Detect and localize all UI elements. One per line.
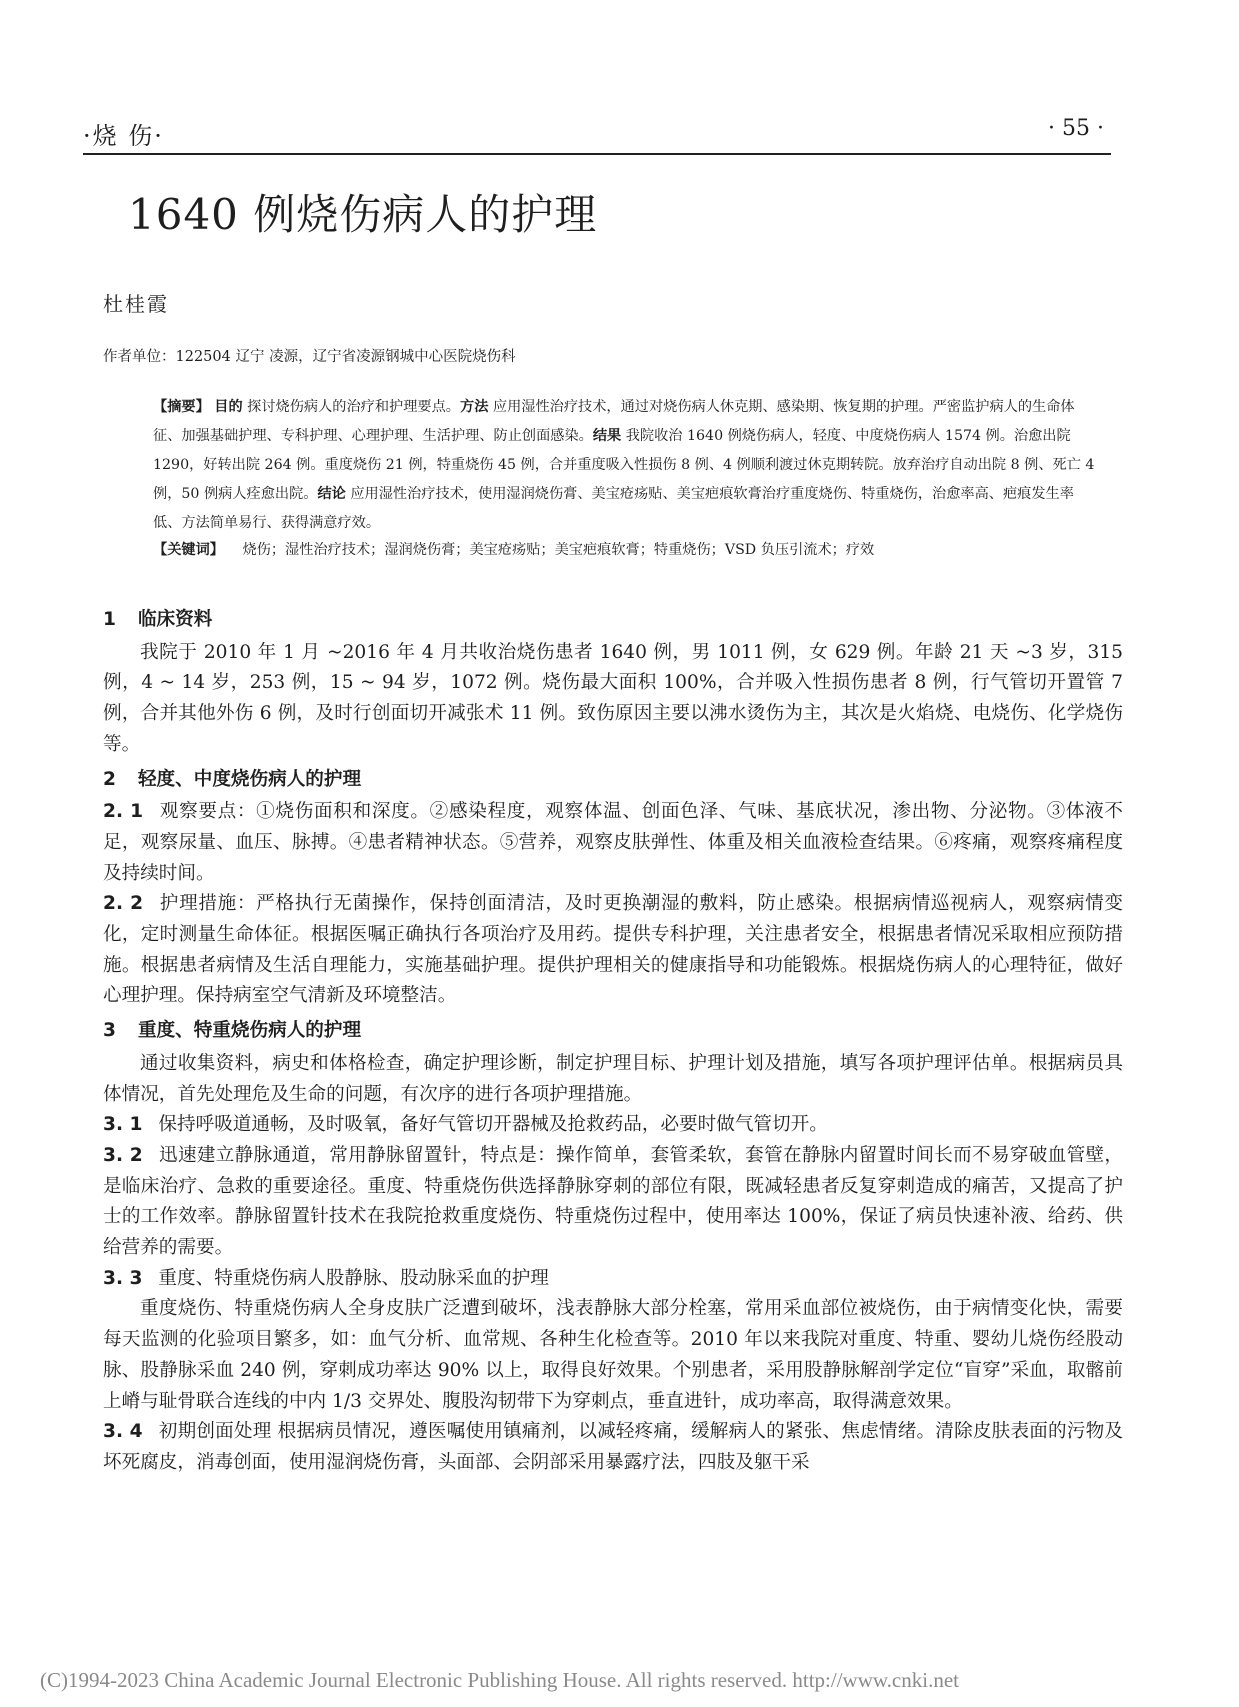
- article-body: [103, 601, 1123, 1479]
- subsection-number: 3. 3: [103, 1267, 143, 1289]
- abstract-heading: 结论: [317, 486, 346, 502]
- section-title: 轻度、中度烧伤病人的护理: [137, 768, 362, 790]
- abstract-heading: 结果: [592, 428, 622, 444]
- keywords: [153, 539, 1098, 559]
- keywords-label: 【关键词】: [153, 542, 224, 558]
- paragraph-text: 保持呼吸道通畅，及时吸氧，备好气管切开器械及抢救药品，必要时做气管切开。: [158, 1114, 828, 1136]
- paragraph: [103, 797, 1123, 889]
- paragraph-text: 我院于 2010 年 1 月 ~2016 年 4 月共收治烧伤患者 1640 例，男 1011 例，女 629 例。年龄 21 天 ~3 岁，315 例，4 ~ 14 岁，253 例，15 ~ 94 岁，1072 例。烧伤最大面积 100%，合并吸入性损伤患者 8 例，行气管切开置管 7 例，合并其他外伤 6 例，及时行创面切开减张术 11 例。致伤原因主要以沸水烫伤为主，其次是火焰烧、电烧伤、化学烧伤等。: [103, 641, 1123, 755]
- abstract-heading: 目的: [214, 399, 243, 415]
- running-header-section: ·烧 伤·: [83, 122, 164, 150]
- paragraph-text: 重度烧伤、特重烧伤病人全身皮肤广泛遭到破坏，浅表静脉大部分栓塞，常用采血部位被烧伤，由于病情变化快，需要每天监测的化验项目繁多，如：血气分析、血常规、各种生化检查等。2010 年以来我院对重度、特重、婴幼儿烧伤经股动脉、股静脉采血 240 例，穿刺成功率达 90% 以上，取得良好效果。个别患者，采用股静脉解剖学定位“盲穿”采血，取髂前上嵴与耻骨联合连线的中内 1/3 交界处、腹股沟韧带下为穿刺点，垂直进针，成功率高，取得满意效果。: [103, 1298, 1123, 1412]
- section-number: 2: [103, 768, 116, 790]
- section-heading: [103, 1016, 1123, 1047]
- page-number: · 55 ·: [1048, 116, 1104, 141]
- paragraph-text: 迅速建立静脉通道，常用静脉留置针，特点是：操作简单，套管柔软，套管在静脉内留置时间长而不易穿破血管壁，是临床治疗、急救的重要途径。重度、特重烧伤供选择静脉穿刺的部位有限，既减轻患者反复穿刺造成的痛苦，又提高了护士的工作效率。静脉留置针技术在我院抢救重度烧伤、特重烧伤过程中，使用率达 100%，保证了病员快速补液、给药、供给营养的需要。: [103, 1144, 1123, 1259]
- section-heading: [103, 605, 1123, 636]
- abstract-text: 我院收治 1640 例烧伤病人，轻度、中度烧伤病人 1574 例。治愈出院 1290，好转出院 264 例。重度烧伤 21 例，特重烧伤 45 例，合并重度吸入性损伤 8 例、4 例顺利渡过休克期转院。放弃治疗自动出院 8 例、死亡 4 例，50 例病人痊愈出院。: [153, 428, 1095, 502]
- abstract-text: 应用湿性治疗技术，通过对烧伤病人休克期、感染期、恢复期的护理。严密监护病人的生命体征、加强基础护理、专科护理、心理护理、生活护理、防止创面感染。: [153, 399, 1075, 444]
- article-title: 1640 例烧伤病人的护理: [128, 190, 598, 239]
- paragraph: [103, 1110, 1123, 1141]
- keywords-text: 烧伤；湿性治疗技术；湿润烧伤膏；美宝疮疡贴；美宝疤痕软膏；特重烧伤；VSD 负压引流术；疗效: [242, 542, 875, 558]
- paragraph: [103, 638, 1123, 761]
- paragraph: [103, 1049, 1123, 1110]
- abstract-label: 【摘要】: [153, 399, 210, 415]
- subsection-number: 3. 1: [103, 1114, 143, 1136]
- author: 杜桂霞: [103, 292, 169, 316]
- affiliation: 作者单位：122504 辽宁 凌源，辽宁省凌源钢城中心医院烧伤科: [103, 349, 516, 365]
- abstract-body: [153, 399, 1094, 531]
- paragraph-text: 通过收集资料，病史和体格检查，确定护理诊断，制定护理目标、护理计划及措施，填写各项护理评估单。根据病员具体情况，首先处理危及生命的问题，有次序的进行各项护理措施。: [103, 1052, 1123, 1105]
- paragraph: [103, 1294, 1123, 1417]
- subsection-number: 3. 4: [103, 1421, 143, 1443]
- paragraph-text: 观察要点：①烧伤面积和深度。②感染程度，观察体温、创面色泽、气味、基底状况，渗出物、分泌物。③体液不足，观察尿量、血压、脉搏。④患者精神状态。⑤营养，观察皮肤弹性、体重及相关血液检查结果。⑥疼痛，观察疼痛程度及持续时间。: [103, 801, 1123, 884]
- subsection-number: 2. 1: [103, 801, 144, 823]
- subsection-number: 2. 2: [103, 893, 144, 915]
- paragraph-text: 护理措施：严格执行无菌操作，保持创面清洁，及时更换潮湿的敷料，防止感染。根据病情巡视病人，观察病情变化，定时测量生命体征。根据医嘱正确执行各项治疗及用药。提供专科护理，关注患者安全，根据患者情况采取相应预防措施。根据患者病情及生活自理能力，实施基础护理。提供护理相关的健康指导和功能锻炼。根据烧伤病人的心理特征，做好心理护理。保持病室空气清新及环境整洁。: [103, 893, 1123, 1007]
- abstract-text: 应用湿性治疗技术，使用湿润烧伤膏、美宝疮疡贴、美宝疤痕软膏治疗重度烧伤、特重烧伤，治愈率高、疤痕发生率低、方法简单易行、获得满意疗效。: [153, 486, 1074, 531]
- section-number: 1: [103, 609, 116, 630]
- subsection-number: 3. 2: [103, 1144, 143, 1166]
- abstract-text: 探讨烧伤病人的治疗和护理要点。: [242, 399, 460, 415]
- abstract: [153, 393, 1098, 538]
- paragraph: [103, 1417, 1123, 1478]
- section-number: 3: [103, 1020, 116, 1042]
- paragraph-text: 初期创面处理 根据病员情况，遵医嘱使用镇痛剂，以减轻疼痛，缓解病人的紧张、焦虑情绪。清除皮肤表面的污物及坏死腐皮，消毒创面，使用湿润烧伤膏，头面部、会阴部采用暴露疗法，四肢及躯干采: [103, 1421, 1123, 1473]
- paragraph: [103, 1264, 1123, 1295]
- paragraph: [103, 889, 1123, 1012]
- section-heading: [103, 765, 1123, 796]
- header-rule: [83, 153, 1111, 155]
- paragraph-text: 重度、特重烧伤病人股静脉、股动脉采血的护理: [158, 1267, 549, 1289]
- copyright-footer: (C)1994-2023 China Academic Journal Electronic Publishing House. All rights reserved. http://www.cnki.net: [40, 1668, 959, 1692]
- abstract-heading: 方法: [460, 399, 489, 415]
- section-title: 重度、特重烧伤病人的护理: [137, 1020, 362, 1042]
- section-title: 临床资料: [137, 609, 213, 630]
- paragraph: [103, 1141, 1123, 1264]
